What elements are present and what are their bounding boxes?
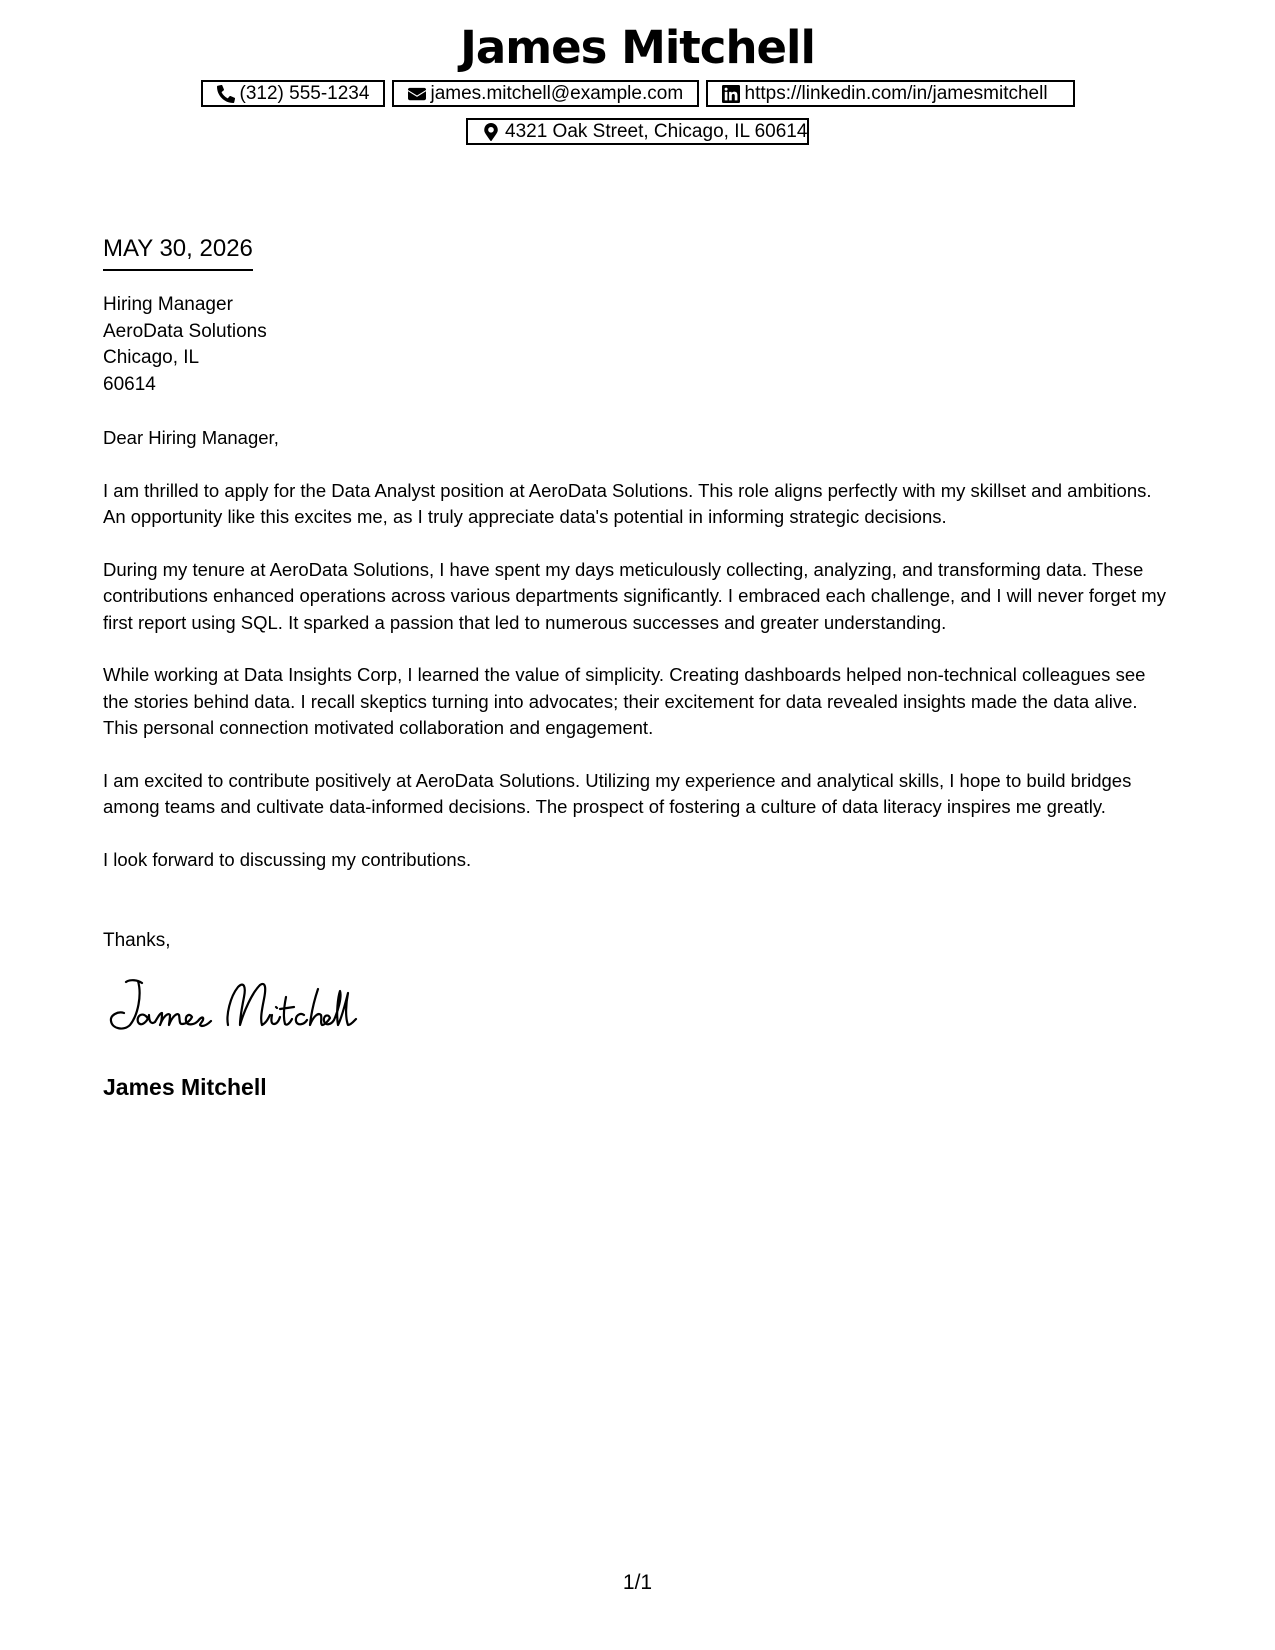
contact-row [0, 80, 1275, 107]
linkedin-icon [722, 85, 740, 103]
recipient-line: Chicago, IL [103, 347, 200, 368]
address-text: 4321 Oak Street, Chicago, IL 60614 [505, 120, 808, 142]
linkedin-text: https://linkedin.com/in/jamesmitchell [744, 82, 1048, 104]
contact-row-address [0, 118, 1275, 145]
recipient-line: Hiring Manager [103, 294, 233, 315]
letter-date: MAY 30, 2026 [103, 234, 253, 271]
recipient-line: 60614 [103, 373, 156, 395]
linkedin-chip[interactable] [706, 80, 1075, 107]
signed-name: James Mitchell [103, 1074, 267, 1100]
body-paragraph: I am excited to contribute positively at AeroData Solutions. Utilizing my experience and analytical skills, I hope to build bridges among teams and cultivate data-informed decisions. The prospect of fostering a culture of data literacy inspires me greatly. [103, 769, 1132, 817]
email-text: james.mitchell@example.com [430, 82, 684, 104]
phone-icon [217, 85, 235, 103]
envelope-icon [408, 85, 426, 103]
recipient-block [103, 292, 267, 398]
handwritten-signature [108, 975, 358, 1035]
body-paragraph: During my tenure at AeroData Solutions, I have spent my days meticulously collecting, analyzing, and transforming data. These contributions enhanced operations across various departments significantly. I embraced each challenge, and I will never forget my first report using SQL. It sparked a passion that led to numerous successes and greater understanding. [103, 558, 1166, 633]
map-marker-icon [482, 123, 500, 141]
letter-body [103, 425, 1173, 899]
closing: Thanks, [103, 930, 171, 951]
body-paragraph: I am thrilled to apply for the Data Analyst position at AeroData Solutions. This role aligns perfectly with my skillset and ambitions. An opportunity like this excites me, as I truly appreciate data's potential in informing strategic decisions. [103, 479, 1152, 527]
recipient-line: AeroData Solutions [103, 320, 267, 342]
email-chip[interactable] [392, 80, 699, 107]
body-paragraph: I look forward to discussing my contributions. [103, 848, 472, 870]
body-paragraph: While working at Data Insights Corp, I learned the value of simplicity. Creating dashboards helped non-technical colleagues see the stories behind data. I recall skeptics turning into advocates; their excitement for data revealed insights made the data alive. This personal connection motivated collaboration and engagement. [103, 664, 1146, 738]
phone-chip[interactable] [201, 80, 385, 107]
applicant-name: James Mitchell [460, 21, 815, 74]
page-number: 1/1 [622, 1571, 653, 1594]
phone-text: (312) 555-1234 [239, 82, 370, 104]
address-chip[interactable] [466, 118, 809, 145]
salutation: Dear Hiring Manager, [103, 427, 279, 448]
